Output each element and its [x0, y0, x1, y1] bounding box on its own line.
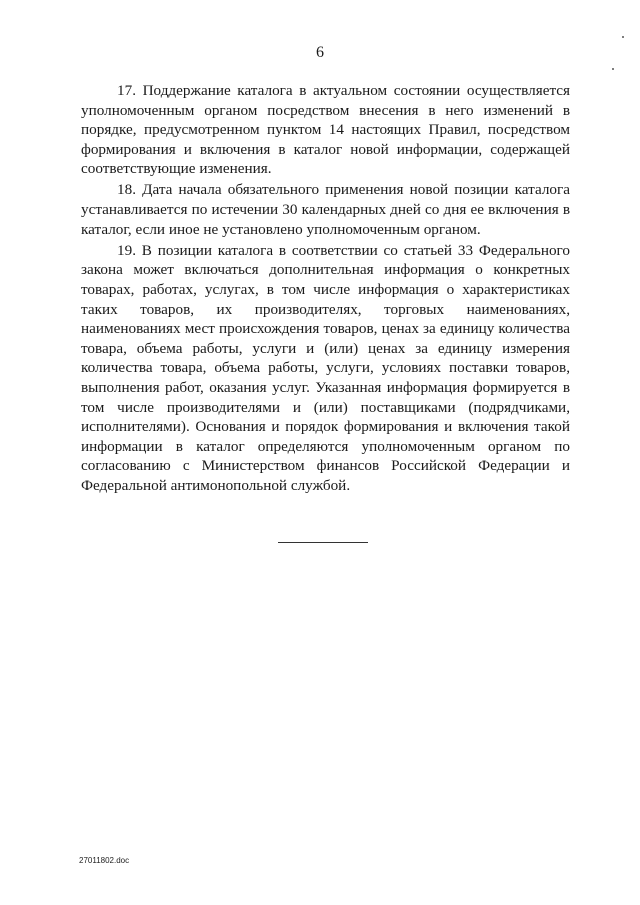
paragraph-17: 17. Поддержание каталога в актуальном состоянии осуществляется уполномоченным органом посредством внесения в него изменений в порядке, предусмотренном пунктом 14 настоящих Правил, посредством формирования и включения в каталог новой информации, содержащей соответствующие изменения. — [81, 82, 570, 178]
document-body — [81, 81, 570, 497]
scan-mark-right — [612, 68, 614, 70]
end-divider — [278, 542, 368, 543]
paragraph-19: 19. В позиции каталога в соответствии со статьей 33 Федерального закона может включаться дополнительная информация о конкретных товарах, работах, услугах, в том числе информация о характеристиках таких товаров, их производителях, торговых наименованиях, наименованиях мест происхождения товаров, ценах за единицу количества товара, объема работы, услуги и (или) ценах за единицу измерения количества товара, объема работы, услуги, условиях поставки товаров, выполнения работ, оказания услуг. Указанная информация формируется в том числе производителями и (или) поставщиками (подрядчиками, исполнителями). Основания и порядок формирования и включения такой информации в каталог определяются уполномоченным органом по согласованию с Министерством финансов Российской Федерации и Федеральной антимонопольной службой. — [81, 241, 570, 494]
footer-doc-code: 27011802.doc — [79, 856, 130, 865]
paragraph-18: 18. Дата начала обязательного применения новой позиции каталога устанавливается по истечении 30 календарных дней со дня ее включения в каталог, если иное не установлено уполномоченным органом. — [81, 181, 570, 238]
page-number: 6 — [316, 44, 324, 61]
scan-mark-top-right — [622, 36, 624, 38]
